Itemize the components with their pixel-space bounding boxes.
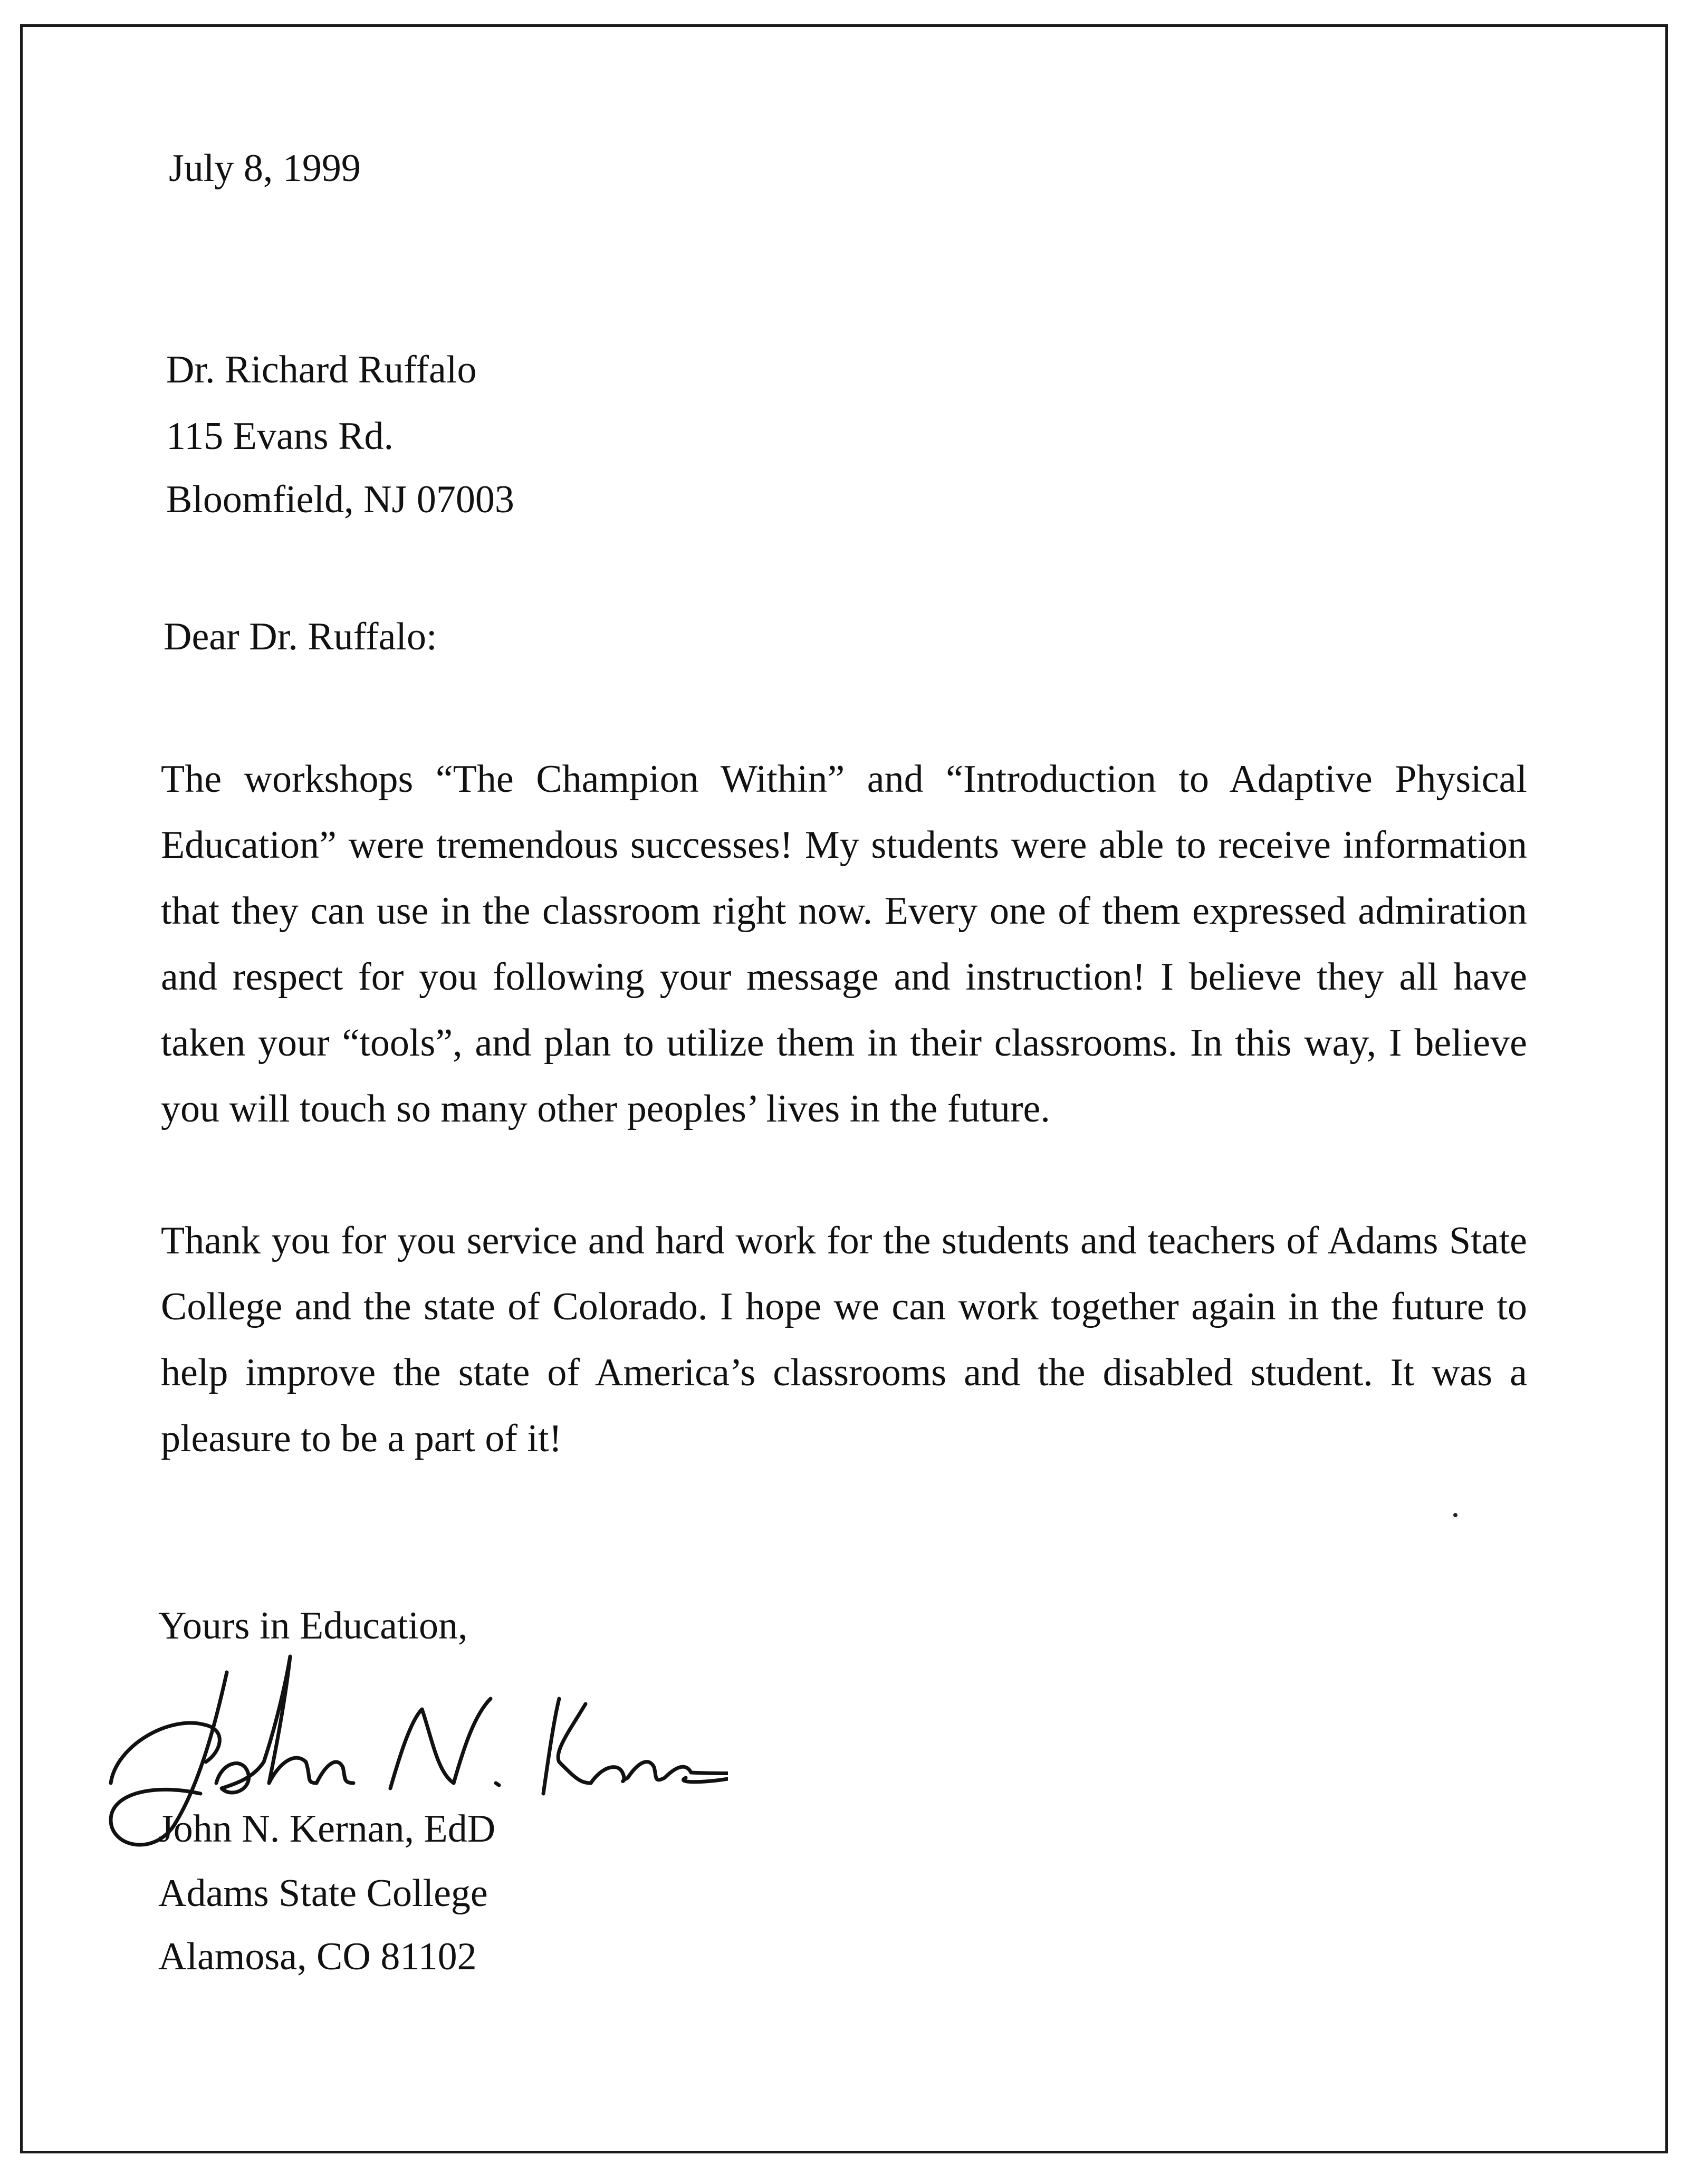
letter-date: July 8, 1999 (169, 147, 361, 190)
handwritten-signature (95, 1625, 728, 1857)
salutation: Dear Dr. Ruffalo: (164, 615, 437, 658)
recipient-city: Bloomfield, NJ 07003 (166, 478, 514, 521)
recipient-street: 115 Evans Rd. (166, 415, 394, 458)
sender-city: Alamosa, CO 81102 (158, 1935, 477, 1978)
sender-name: John N. Kernan, EdD (158, 1807, 496, 1851)
body-paragraph-1: The workshops “The Champion Within” and “Introduction to Adaptive Physical Education” were tremendous successes! My students were able to receive information that they can use in the classroom right now. Every one of them expressed admiration and respect for you following your message and instruction! I believe they all have taken your “tools”, and plan to utilize them in their classrooms. In this way, I believe you will touch so many other peoples’ lives in the future. (161, 758, 1527, 1131)
closing: Yours in Education, (158, 1604, 468, 1647)
body-paragraph-2: Thank you for you service and hard work for the students and teachers of Adams State College and the state of Colorado. I hope we can work together again in the future to help improve the state of America’s classrooms and the disabled student. It was a pleasure to be a part of it! (161, 1219, 1527, 1460)
recipient-name: Dr. Richard Ruffalo (166, 348, 477, 391)
sender-college: Adams State College (158, 1872, 488, 1915)
scan-speck (1453, 1513, 1457, 1517)
